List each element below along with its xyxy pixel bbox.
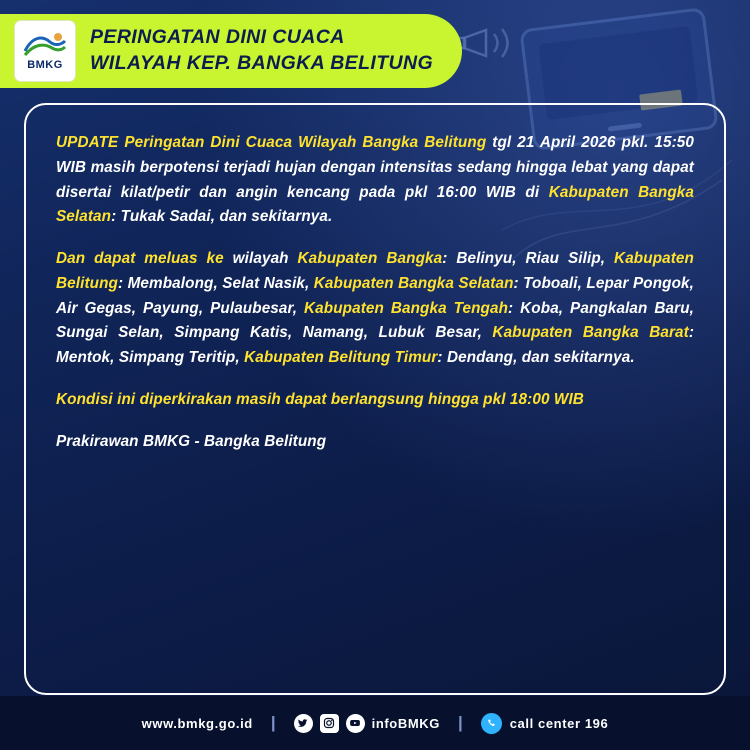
youtube-icon[interactable] — [346, 714, 365, 733]
update-headline: UPDATE Peringatan Dini Cuaca Wilayah Bangka Belitung — [56, 134, 487, 151]
region-name: Kabupaten Bangka Selatan — [313, 274, 514, 292]
megaphone-icon — [456, 22, 522, 64]
region-areas: : Mentok, Simpang Teritip, — [56, 324, 695, 367]
region-areas: : Dendang, dan sekitarnya. — [437, 349, 635, 367]
page-title-line1: PERINGATAN DINI CUACA — [90, 26, 345, 49]
region-name: Kabupaten Bangka — [297, 250, 443, 268]
header-banner — [0, 14, 462, 88]
region-areas: : Toboali, Lepar Pongok, Air Gegas, Payung, Pulaubesar, — [56, 274, 694, 317]
content-card — [24, 103, 726, 695]
footer-bar — [0, 696, 750, 750]
social-handle[interactable]: infoBMKG — [371, 715, 440, 731]
call-center-group — [481, 713, 609, 734]
expansion-lead: Dan dapat meluas ke — [56, 250, 224, 268]
header-title-group — [90, 25, 433, 76]
region-areas: : Koba, Pangkalan Baru, Sungai Selan, Simpang Katis, Namang, Lubuk Besar, — [56, 299, 694, 342]
bmkg-logo-icon — [22, 32, 68, 58]
region-name: Kabupaten Bangka Tengah — [304, 299, 509, 317]
region-areas: : Belinyu, Riau Silip, — [442, 250, 615, 268]
update-detail: tgl 21 April 2026 pkl. 15:50 WIB masih berpotensi terjadi hujan dengan intensitas sedang hingga lebat yang dapat disertai kilat/petir dan angin kencang pada pkl 16:00 WIB di — [56, 134, 694, 201]
paragraph-main — [56, 131, 694, 230]
duration-note: Kondisi ini diperkirakan masih dapat berlangsung hingga pkl 18:00 WIB — [56, 390, 584, 408]
social-group — [294, 714, 440, 733]
expansion-lead-rest: wilayah — [223, 250, 298, 268]
footer-separator: | — [457, 713, 463, 732]
region-name: Kabupaten Belitung — [56, 250, 694, 292]
twitter-icon[interactable] — [294, 714, 313, 733]
phone-icon[interactable] — [481, 713, 502, 734]
warning-body — [56, 131, 694, 454]
instagram-icon[interactable] — [320, 714, 339, 733]
signature: Prakirawan BMKG - Bangka Belitung — [56, 432, 327, 450]
page-title-line2: WILAYAH KEP. BANGKA BELITUNG — [90, 52, 434, 74]
call-center-text: call center 196 — [509, 715, 609, 731]
bmkg-logo-text: BMKG — [27, 58, 63, 71]
region-name: Kabupaten Bangka Barat — [492, 324, 689, 342]
primary-regency: Kabupaten Bangka Selatan — [56, 183, 694, 226]
footer-separator: | — [270, 713, 276, 732]
website-link[interactable]: www.bmkg.go.id — [141, 715, 253, 731]
bmkg-logo — [14, 20, 76, 82]
region-areas: : Membalong, Selat Nasik, — [117, 274, 314, 292]
primary-areas: : Tukak Sadai, dan sekitarnya. — [111, 208, 333, 226]
paragraph-expansion — [56, 247, 694, 371]
region-name: Kabupaten Belitung Timur — [244, 349, 438, 367]
